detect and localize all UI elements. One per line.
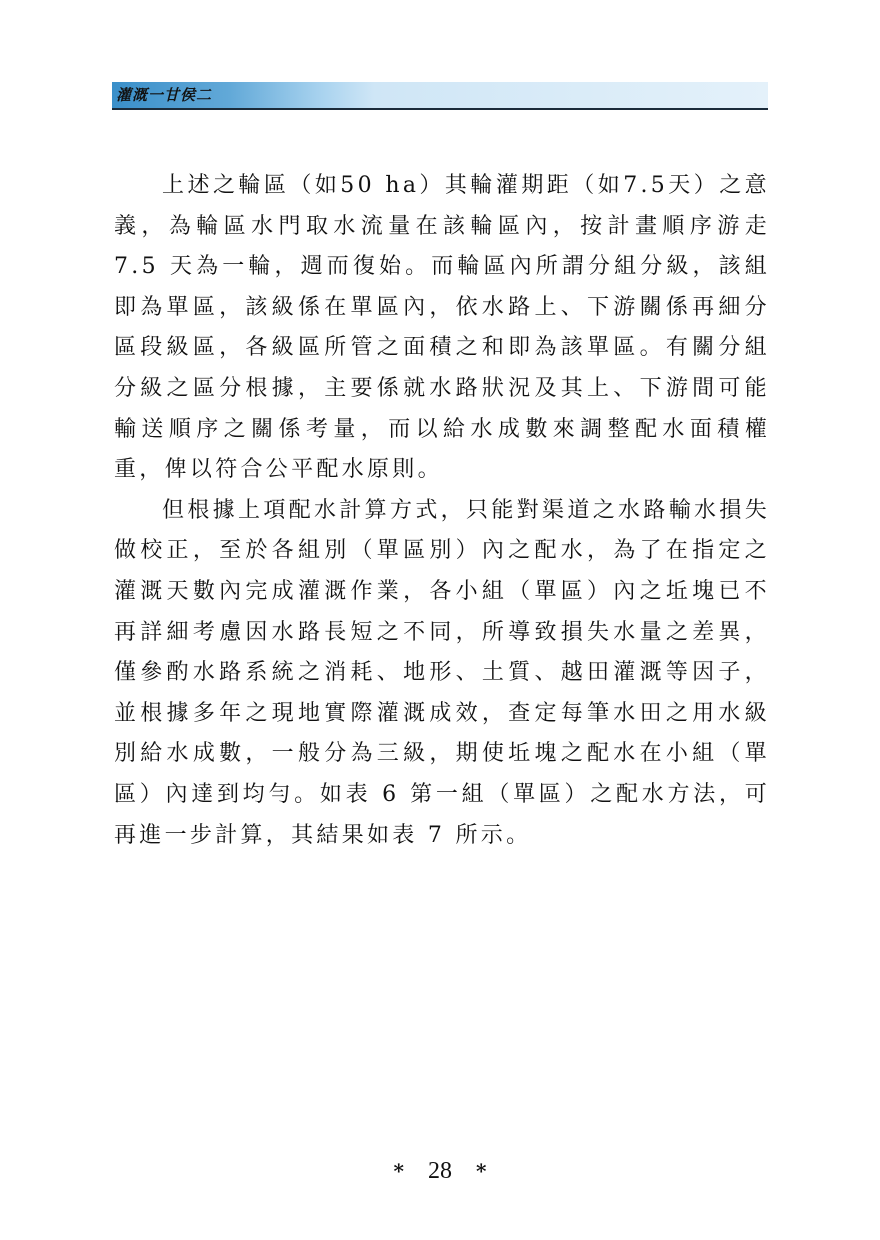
page-footer [0,1156,880,1187]
page-number: 28 [428,1158,452,1184]
paragraph-2: 但根據上項配水計算方式，只能對渠道之水路輸水損失做校正，至於各組別（單區別）內之配水，為了在指定之灌溉天數內完成灌溉作業，各小組（單區）內之坵塊已不再詳細考慮因水路長短之不同，所導致損失水量之差異，僅參酌水路系統之消耗、地形、土質、越田灌溉等因子，並根據多年之現地實際灌溉成效，查定每筆水田之用水級別給水成數，一般分為三級，期使坵塊之配水在小組（單區）內達到均勻。如表 6 第一組（單區）之配水方法，可再進一步計算，其結果如表 7 所示。 [114,497,770,848]
header-rule [112,108,768,110]
paragraph-1: 上述之輪區（如50 ha）其輪灌期距（如7.5天）之意義，為輪區水門取水流量在該輪區內，按計畫順序游走 7.5 天為一輪，週而復始。而輪區內所謂分組分級，該組即為單區，該級係在單區內，依水路上、下游關係再細分區段級區，各級區所管之面積之和即為該單區。有關分組分級之區分根據，主要係就水路狀況及其上、下游間可能輸送順序之關係考量，而以給水成數來調整配水面積權重，俾以符合公平配水原則。 [114,173,770,483]
footer-star-left: * [393,1159,404,1183]
body-text [114,166,770,856]
running-header-title: 灌溉一甘侯二 [116,86,213,104]
footer-star-right: * [476,1159,487,1183]
